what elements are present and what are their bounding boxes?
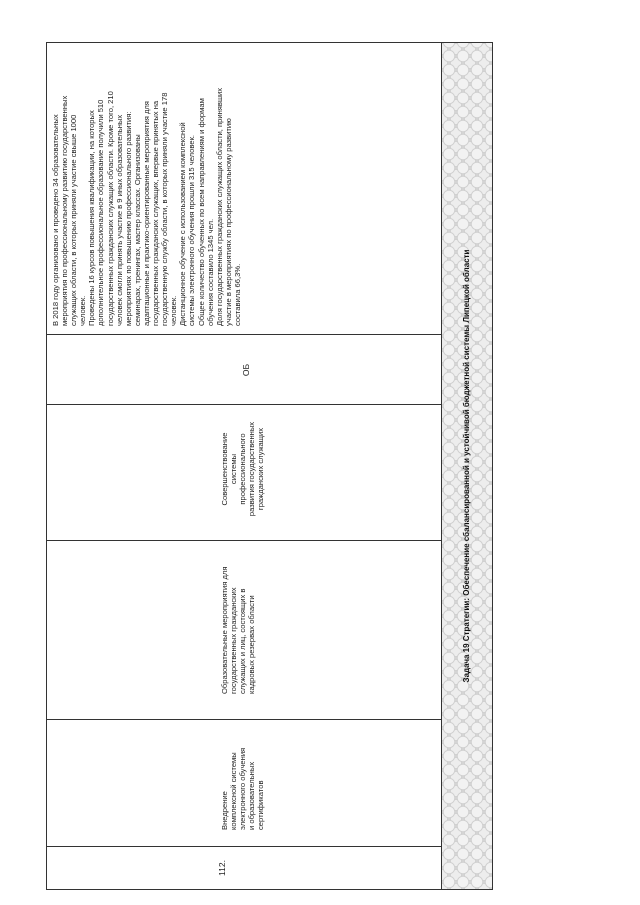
column-divider <box>46 719 441 720</box>
task-title: Задача 19 Стратегии: Обеспечение сбалансированной и устойчивой бюджетной системы Липецкой области <box>462 249 471 683</box>
report-line: Проведены 16 курсов повышения квалификации, на которых <box>87 110 97 326</box>
report-line: Общее количество обученных по всем направлениям и формам <box>196 98 206 326</box>
report-line: человек. <box>78 295 88 326</box>
report-line: Доля государственных гражданских служащих области, принявших <box>214 87 224 326</box>
measure-name: Внедрение комплексной системы электронного обучения и образовательных сертификатов <box>220 747 266 830</box>
table-left-border <box>46 889 441 890</box>
report-line: дополнительное профессиональное образование получили 510 <box>96 99 106 326</box>
report-line: мероприятиях по повышению профессионального развития: <box>123 111 133 326</box>
funding-code: ОБ <box>241 363 251 377</box>
report-line: государственную службу области, в которых приняли участие 178 <box>160 92 170 326</box>
table-body <box>46 42 441 890</box>
report-line: Дистанционное обучение с использованием комплексной <box>178 122 188 326</box>
rotated-table-page <box>46 42 495 890</box>
report-line: обучения составило 1345 чел. <box>205 218 215 326</box>
table-right-border <box>46 42 441 43</box>
column-divider <box>46 846 441 847</box>
column-divider <box>46 334 441 335</box>
event-description: Образовательные мероприятия для государственных гражданских служащих и лиц, состоящих в кадровых резервах области <box>220 566 257 694</box>
report-line: составила 66,3%. <box>232 263 242 326</box>
report-line: служащих области, в которых приняли участие свыше 1000 <box>69 114 79 326</box>
report-line: семинарах, тренингах, мастер классах. Организованы <box>132 134 142 326</box>
report-line: человек. <box>169 295 179 326</box>
expected-result: Совершенствование системы профессионального развития государственных гражданских служащих <box>220 421 266 517</box>
report-line: государственных гражданских служащих области. Кроме того, 210 <box>105 91 115 326</box>
report-line: адаптационные и практико-ориентированные мероприятия для <box>141 101 151 326</box>
report-line: государственных гражданских служащих, впервые принятых на <box>151 100 161 326</box>
report-line: человек смогли принять участие в 9 иных образовательных <box>114 114 124 326</box>
column-divider <box>46 404 441 405</box>
report-line: мероприятия по профессиональному развитию государственных <box>60 95 70 326</box>
row-number: 112. <box>217 860 227 876</box>
report-line: В 2018 году организовано и проведено 34 образовательных <box>51 114 60 326</box>
column-divider <box>46 540 441 541</box>
task-band <box>441 42 493 890</box>
report-line: системы электронного обучения прошли 315 человек. <box>187 134 197 326</box>
report-line: участие в мероприятиях по профессиональному развитию <box>223 118 233 326</box>
table-top-border <box>46 42 47 890</box>
report-text <box>51 46 242 326</box>
